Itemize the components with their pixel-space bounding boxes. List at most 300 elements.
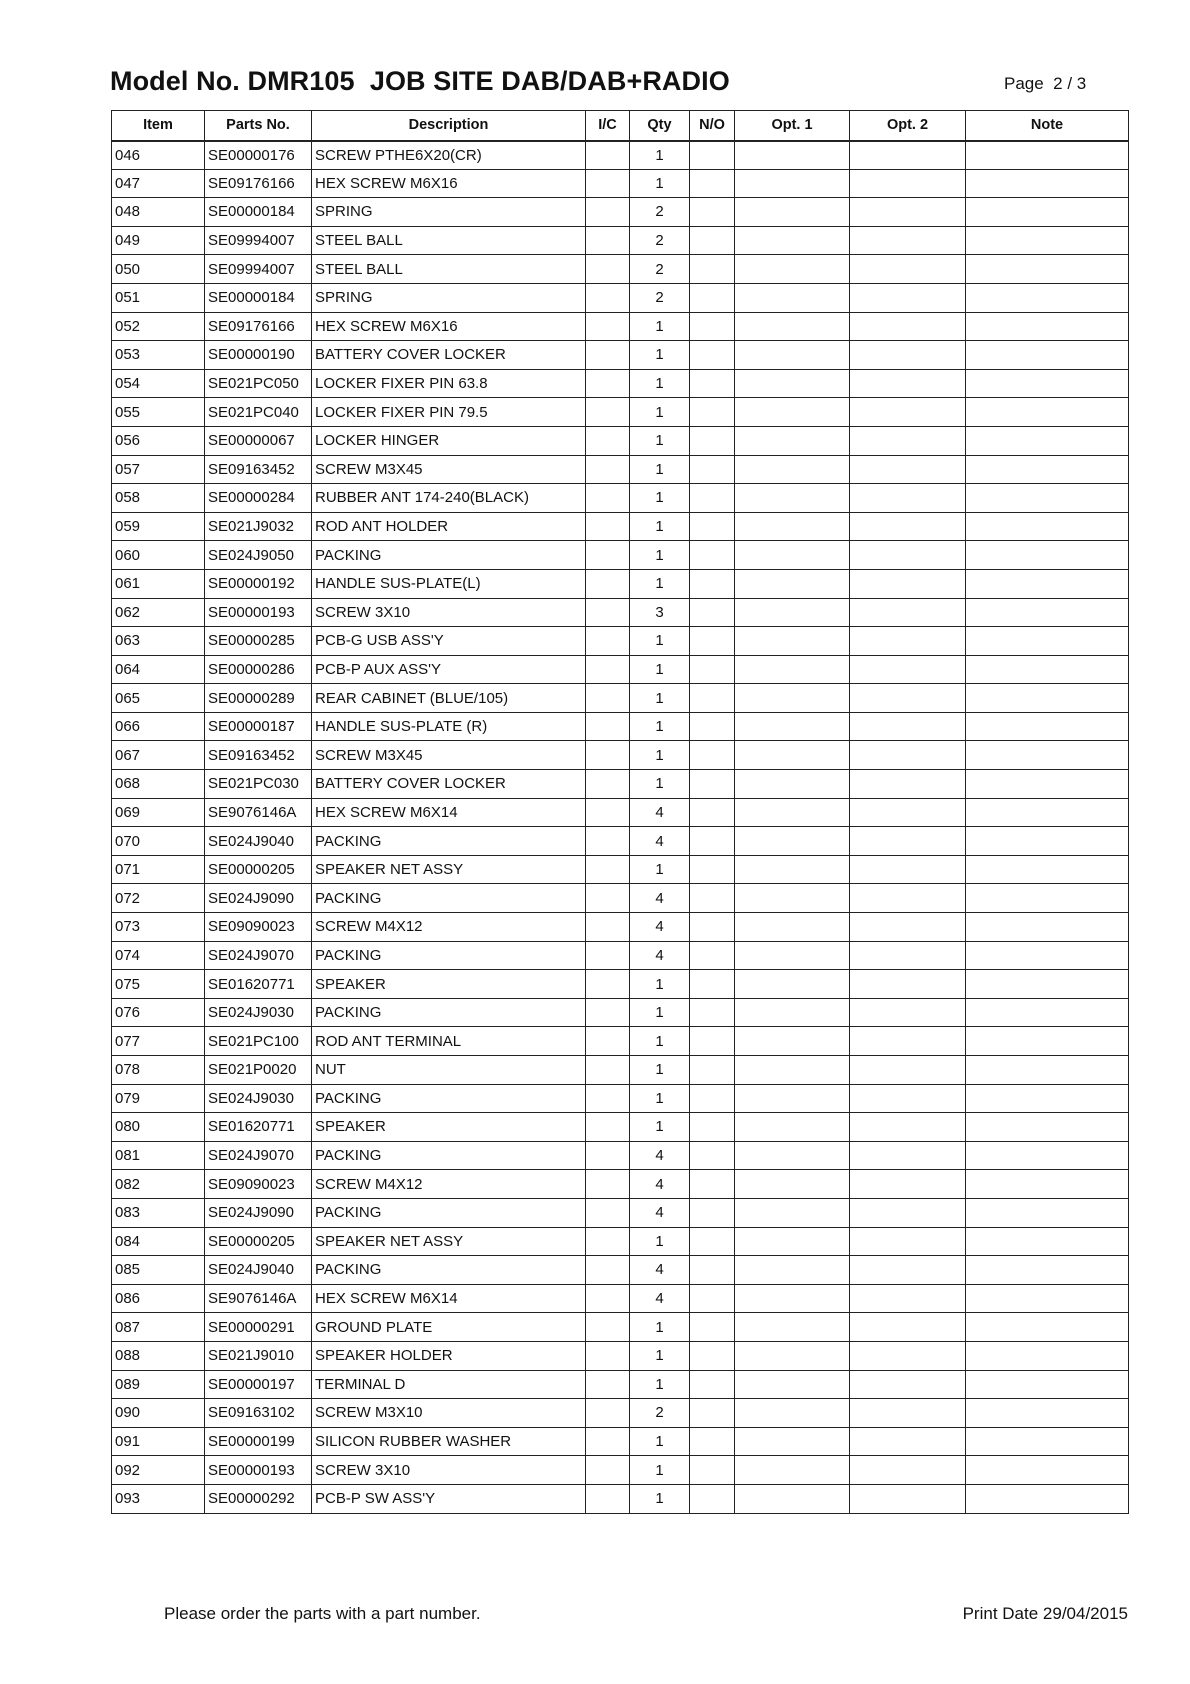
cell-parts-no: SE00000199 — [205, 1427, 312, 1456]
cell-opt2 — [850, 1313, 966, 1342]
cell-description: SPRING — [312, 283, 586, 312]
cell-opt2 — [850, 455, 966, 484]
table-row — [112, 1056, 1129, 1085]
cell-ic — [586, 1170, 630, 1199]
cell-parts-no: SE00000067 — [205, 426, 312, 455]
cell-opt2 — [850, 884, 966, 913]
cell-note — [966, 1399, 1129, 1428]
cell-opt1 — [735, 226, 850, 255]
cell-item: 056 — [112, 426, 205, 455]
cell-no — [690, 627, 735, 656]
cell-description: ROD ANT TERMINAL — [312, 1027, 586, 1056]
cell-no — [690, 712, 735, 741]
cell-opt2 — [850, 855, 966, 884]
table-row — [112, 770, 1129, 799]
cell-item: 063 — [112, 627, 205, 656]
cell-ic — [586, 684, 630, 713]
cell-no — [690, 1341, 735, 1370]
column-header-note: Note — [966, 111, 1129, 141]
cell-opt1 — [735, 627, 850, 656]
cell-ic — [586, 1198, 630, 1227]
cell-opt1 — [735, 941, 850, 970]
cell-no — [690, 1227, 735, 1256]
cell-qty: 2 — [630, 198, 690, 227]
cell-opt1 — [735, 312, 850, 341]
cell-ic — [586, 913, 630, 942]
cell-ic — [586, 369, 630, 398]
cell-qty: 1 — [630, 998, 690, 1027]
print-date: Print Date 29/04/2015 — [962, 1604, 1128, 1623]
cell-ic — [586, 141, 630, 170]
cell-item: 092 — [112, 1456, 205, 1485]
cell-parts-no: SE09163102 — [205, 1399, 312, 1428]
cell-ic — [586, 655, 630, 684]
cell-parts-no: SE09994007 — [205, 226, 312, 255]
cell-description: PACKING — [312, 998, 586, 1027]
cell-opt1 — [735, 369, 850, 398]
cell-description: SCREW 3X10 — [312, 1456, 586, 1485]
cell-no — [690, 255, 735, 284]
cell-note — [966, 1370, 1129, 1399]
cell-description: HANDLE SUS-PLATE (R) — [312, 712, 586, 741]
table-header-row — [112, 111, 1129, 141]
cell-description: SPEAKER — [312, 970, 586, 999]
cell-no — [690, 398, 735, 427]
cell-opt1 — [735, 1284, 850, 1313]
cell-parts-no: SE024J9040 — [205, 1256, 312, 1285]
cell-opt1 — [735, 741, 850, 770]
cell-description: PCB-P AUX ASS'Y — [312, 655, 586, 684]
cell-opt1 — [735, 684, 850, 713]
cell-no — [690, 1427, 735, 1456]
cell-qty: 1 — [630, 627, 690, 656]
cell-description: SPEAKER NET ASSY — [312, 1227, 586, 1256]
cell-ic — [586, 1456, 630, 1485]
cell-qty: 1 — [630, 1084, 690, 1113]
table-row — [112, 941, 1129, 970]
table-row — [112, 855, 1129, 884]
cell-opt2 — [850, 283, 966, 312]
cell-note — [966, 855, 1129, 884]
cell-no — [690, 941, 735, 970]
cell-item: 047 — [112, 169, 205, 198]
cell-qty: 2 — [630, 255, 690, 284]
cell-qty: 1 — [630, 512, 690, 541]
cell-no — [690, 141, 735, 170]
cell-opt1 — [735, 1456, 850, 1485]
cell-no — [690, 455, 735, 484]
cell-opt1 — [735, 1256, 850, 1285]
cell-ic — [586, 712, 630, 741]
cell-parts-no: SE021J9010 — [205, 1341, 312, 1370]
cell-note — [966, 1113, 1129, 1142]
table-row — [112, 1284, 1129, 1313]
cell-no — [690, 569, 735, 598]
table-row — [112, 970, 1129, 999]
cell-ic — [586, 484, 630, 513]
cell-parts-no: SE00000284 — [205, 484, 312, 513]
cell-description: HEX SCREW M6X16 — [312, 312, 586, 341]
table-row — [112, 827, 1129, 856]
cell-qty: 1 — [630, 312, 690, 341]
cell-qty: 1 — [630, 655, 690, 684]
cell-ic — [586, 770, 630, 799]
cell-opt2 — [850, 1341, 966, 1370]
cell-parts-no: SE024J9070 — [205, 941, 312, 970]
cell-no — [690, 998, 735, 1027]
cell-opt1 — [735, 484, 850, 513]
footer-note: Please order the parts with a part number. — [164, 1604, 481, 1623]
cell-description: HEX SCREW M6X14 — [312, 1284, 586, 1313]
cell-parts-no: SE00000291 — [205, 1313, 312, 1342]
cell-opt1 — [735, 827, 850, 856]
cell-item: 079 — [112, 1084, 205, 1113]
cell-ic — [586, 541, 630, 570]
cell-opt2 — [850, 770, 966, 799]
cell-opt1 — [735, 255, 850, 284]
cell-qty: 1 — [630, 1113, 690, 1142]
cell-no — [690, 512, 735, 541]
cell-parts-no: SE021PC100 — [205, 1027, 312, 1056]
cell-opt1 — [735, 655, 850, 684]
cell-opt1 — [735, 770, 850, 799]
cell-no — [690, 1198, 735, 1227]
cell-opt1 — [735, 455, 850, 484]
cell-qty: 1 — [630, 1227, 690, 1256]
cell-opt2 — [850, 913, 966, 942]
cell-item: 075 — [112, 970, 205, 999]
table-row — [112, 1313, 1129, 1342]
cell-parts-no: SE00000187 — [205, 712, 312, 741]
table-row — [112, 684, 1129, 713]
cell-no — [690, 1484, 735, 1513]
cell-qty: 1 — [630, 1370, 690, 1399]
cell-opt1 — [735, 855, 850, 884]
cell-qty: 1 — [630, 684, 690, 713]
cell-item: 052 — [112, 312, 205, 341]
cell-opt2 — [850, 1227, 966, 1256]
cell-item: 083 — [112, 1198, 205, 1227]
column-header-qty: Qty — [630, 111, 690, 141]
cell-note — [966, 941, 1129, 970]
cell-note — [966, 141, 1129, 170]
cell-description: RUBBER ANT 174-240(BLACK) — [312, 484, 586, 513]
cell-ic — [586, 1484, 630, 1513]
cell-item: 062 — [112, 598, 205, 627]
cell-qty: 2 — [630, 1399, 690, 1428]
table-row — [112, 884, 1129, 913]
cell-opt1 — [735, 1484, 850, 1513]
cell-parts-no: SE00000285 — [205, 627, 312, 656]
cell-no — [690, 1370, 735, 1399]
cell-no — [690, 770, 735, 799]
cell-parts-no: SE00000197 — [205, 1370, 312, 1399]
cell-note — [966, 1227, 1129, 1256]
cell-item: 065 — [112, 684, 205, 713]
cell-opt1 — [735, 512, 850, 541]
cell-description: PCB-G USB ASS'Y — [312, 627, 586, 656]
cell-opt1 — [735, 541, 850, 570]
cell-parts-no: SE09090023 — [205, 913, 312, 942]
cell-item: 051 — [112, 283, 205, 312]
cell-opt2 — [850, 226, 966, 255]
cell-opt2 — [850, 426, 966, 455]
cell-note — [966, 827, 1129, 856]
cell-note — [966, 484, 1129, 513]
cell-no — [690, 541, 735, 570]
cell-item: 087 — [112, 1313, 205, 1342]
cell-description: SPEAKER HOLDER — [312, 1341, 586, 1370]
cell-description: PACKING — [312, 1256, 586, 1285]
cell-qty: 4 — [630, 1141, 690, 1170]
cell-opt2 — [850, 312, 966, 341]
cell-parts-no: SE01620771 — [205, 1113, 312, 1142]
cell-note — [966, 541, 1129, 570]
cell-opt2 — [850, 198, 966, 227]
cell-opt1 — [735, 884, 850, 913]
cell-opt1 — [735, 1084, 850, 1113]
cell-item: 091 — [112, 1427, 205, 1456]
cell-note — [966, 1313, 1129, 1342]
cell-qty: 4 — [630, 1170, 690, 1199]
cell-item: 067 — [112, 741, 205, 770]
cell-item: 048 — [112, 198, 205, 227]
cell-no — [690, 1113, 735, 1142]
cell-opt1 — [735, 1141, 850, 1170]
cell-no — [690, 1399, 735, 1428]
cell-description: PACKING — [312, 884, 586, 913]
cell-item: 058 — [112, 484, 205, 513]
cell-description: PACKING — [312, 1141, 586, 1170]
cell-item: 055 — [112, 398, 205, 427]
cell-description: BATTERY COVER LOCKER — [312, 341, 586, 370]
table-row — [112, 455, 1129, 484]
cell-ic — [586, 341, 630, 370]
cell-opt2 — [850, 141, 966, 170]
cell-parts-no: SE09176166 — [205, 169, 312, 198]
cell-no — [690, 198, 735, 227]
cell-note — [966, 1427, 1129, 1456]
cell-note — [966, 369, 1129, 398]
cell-item: 054 — [112, 369, 205, 398]
table-row — [112, 283, 1129, 312]
cell-qty: 1 — [630, 484, 690, 513]
cell-parts-no: SE00000192 — [205, 569, 312, 598]
cell-opt1 — [735, 998, 850, 1027]
cell-parts-no: SE024J9070 — [205, 1141, 312, 1170]
cell-no — [690, 1027, 735, 1056]
cell-description: SPEAKER — [312, 1113, 586, 1142]
cell-item: 059 — [112, 512, 205, 541]
cell-parts-no: SE9076146A — [205, 1284, 312, 1313]
cell-note — [966, 770, 1129, 799]
cell-opt2 — [850, 1399, 966, 1428]
cell-item: 082 — [112, 1170, 205, 1199]
cell-item: 081 — [112, 1141, 205, 1170]
cell-note — [966, 998, 1129, 1027]
cell-description: ROD ANT HOLDER — [312, 512, 586, 541]
cell-item: 085 — [112, 1256, 205, 1285]
cell-parts-no: SE00000286 — [205, 655, 312, 684]
cell-opt2 — [850, 255, 966, 284]
cell-no — [690, 1084, 735, 1113]
cell-opt1 — [735, 598, 850, 627]
cell-note — [966, 169, 1129, 198]
page-number: Page 2 / 3 — [1004, 74, 1087, 93]
cell-qty: 3 — [630, 598, 690, 627]
cell-ic — [586, 884, 630, 913]
cell-item: 053 — [112, 341, 205, 370]
cell-qty: 4 — [630, 1198, 690, 1227]
table-row — [112, 1141, 1129, 1170]
cell-note — [966, 283, 1129, 312]
table-row — [112, 312, 1129, 341]
cell-ic — [586, 398, 630, 427]
cell-ic — [586, 1256, 630, 1285]
cell-opt2 — [850, 998, 966, 1027]
table-row — [112, 1341, 1129, 1370]
cell-opt1 — [735, 1056, 850, 1085]
cell-description: BATTERY COVER LOCKER — [312, 770, 586, 799]
cell-item: 084 — [112, 1227, 205, 1256]
cell-no — [690, 741, 735, 770]
table-row — [112, 141, 1129, 170]
cell-opt1 — [735, 569, 850, 598]
cell-description: REAR CABINET (BLUE/105) — [312, 684, 586, 713]
table-row — [112, 1113, 1129, 1142]
cell-opt2 — [850, 341, 966, 370]
cell-parts-no: SE00000292 — [205, 1484, 312, 1513]
cell-qty: 1 — [630, 426, 690, 455]
cell-no — [690, 827, 735, 856]
cell-opt2 — [850, 1456, 966, 1485]
table-row — [112, 712, 1129, 741]
cell-note — [966, 655, 1129, 684]
cell-no — [690, 1284, 735, 1313]
cell-no — [690, 226, 735, 255]
cell-parts-no: SE00000205 — [205, 1227, 312, 1256]
cell-item: 061 — [112, 569, 205, 598]
cell-opt1 — [735, 169, 850, 198]
cell-item: 049 — [112, 226, 205, 255]
cell-ic — [586, 1113, 630, 1142]
cell-description: HANDLE SUS-PLATE(L) — [312, 569, 586, 598]
cell-no — [690, 913, 735, 942]
cell-ic — [586, 312, 630, 341]
cell-note — [966, 455, 1129, 484]
cell-opt2 — [850, 684, 966, 713]
column-header-item: Item — [112, 111, 205, 141]
cell-description: SCREW M4X12 — [312, 1170, 586, 1199]
cell-opt1 — [735, 1370, 850, 1399]
cell-parts-no: SE9076146A — [205, 798, 312, 827]
cell-parts-no: SE024J9090 — [205, 1198, 312, 1227]
cell-note — [966, 1284, 1129, 1313]
cell-description: SCREW PTHE6X20(CR) — [312, 141, 586, 170]
cell-opt2 — [850, 655, 966, 684]
cell-opt1 — [735, 1170, 850, 1199]
cell-item: 076 — [112, 998, 205, 1027]
cell-description: SCREW 3X10 — [312, 598, 586, 627]
cell-ic — [586, 1341, 630, 1370]
cell-ic — [586, 998, 630, 1027]
cell-item: 089 — [112, 1370, 205, 1399]
cell-opt1 — [735, 1427, 850, 1456]
cell-opt1 — [735, 141, 850, 170]
cell-item: 069 — [112, 798, 205, 827]
cell-note — [966, 627, 1129, 656]
cell-description: SCREW M3X10 — [312, 1399, 586, 1428]
table-row — [112, 541, 1129, 570]
cell-opt2 — [850, 369, 966, 398]
cell-note — [966, 255, 1129, 284]
cell-note — [966, 226, 1129, 255]
table-row — [112, 1370, 1129, 1399]
cell-opt1 — [735, 283, 850, 312]
parts-table — [111, 110, 1129, 1514]
table-row — [112, 1399, 1129, 1428]
cell-opt1 — [735, 341, 850, 370]
column-header-description: Description — [312, 111, 586, 141]
cell-qty: 1 — [630, 1341, 690, 1370]
cell-qty: 4 — [630, 798, 690, 827]
cell-description: LOCKER HINGER — [312, 426, 586, 455]
table-row — [112, 1227, 1129, 1256]
cell-opt2 — [850, 798, 966, 827]
column-header-no: N/O — [690, 111, 735, 141]
cell-item: 072 — [112, 884, 205, 913]
cell-qty: 1 — [630, 569, 690, 598]
cell-description: PACKING — [312, 941, 586, 970]
cell-opt1 — [735, 1313, 850, 1342]
cell-ic — [586, 827, 630, 856]
table-row — [112, 341, 1129, 370]
column-header-ic: I/C — [586, 111, 630, 141]
cell-opt2 — [850, 1141, 966, 1170]
cell-ic — [586, 741, 630, 770]
cell-opt1 — [735, 970, 850, 999]
column-header-parts-no: Parts No. — [205, 111, 312, 141]
cell-note — [966, 1484, 1129, 1513]
cell-parts-no: SE024J9050 — [205, 541, 312, 570]
table-row — [112, 1484, 1129, 1513]
cell-opt2 — [850, 941, 966, 970]
cell-qty: 2 — [630, 226, 690, 255]
cell-qty: 2 — [630, 283, 690, 312]
cell-qty: 4 — [630, 913, 690, 942]
cell-ic — [586, 1313, 630, 1342]
cell-ic — [586, 798, 630, 827]
cell-qty: 1 — [630, 1056, 690, 1085]
cell-parts-no: SE024J9030 — [205, 998, 312, 1027]
cell-description: SCREW M3X45 — [312, 741, 586, 770]
cell-item: 060 — [112, 541, 205, 570]
cell-opt2 — [850, 1056, 966, 1085]
table-row — [112, 484, 1129, 513]
cell-note — [966, 741, 1129, 770]
cell-opt2 — [850, 712, 966, 741]
cell-description: NUT — [312, 1056, 586, 1085]
cell-no — [690, 855, 735, 884]
cell-ic — [586, 970, 630, 999]
cell-note — [966, 884, 1129, 913]
cell-opt1 — [735, 1198, 850, 1227]
cell-qty: 1 — [630, 741, 690, 770]
cell-ic — [586, 283, 630, 312]
cell-description: HEX SCREW M6X16 — [312, 169, 586, 198]
cell-note — [966, 398, 1129, 427]
cell-qty: 1 — [630, 169, 690, 198]
